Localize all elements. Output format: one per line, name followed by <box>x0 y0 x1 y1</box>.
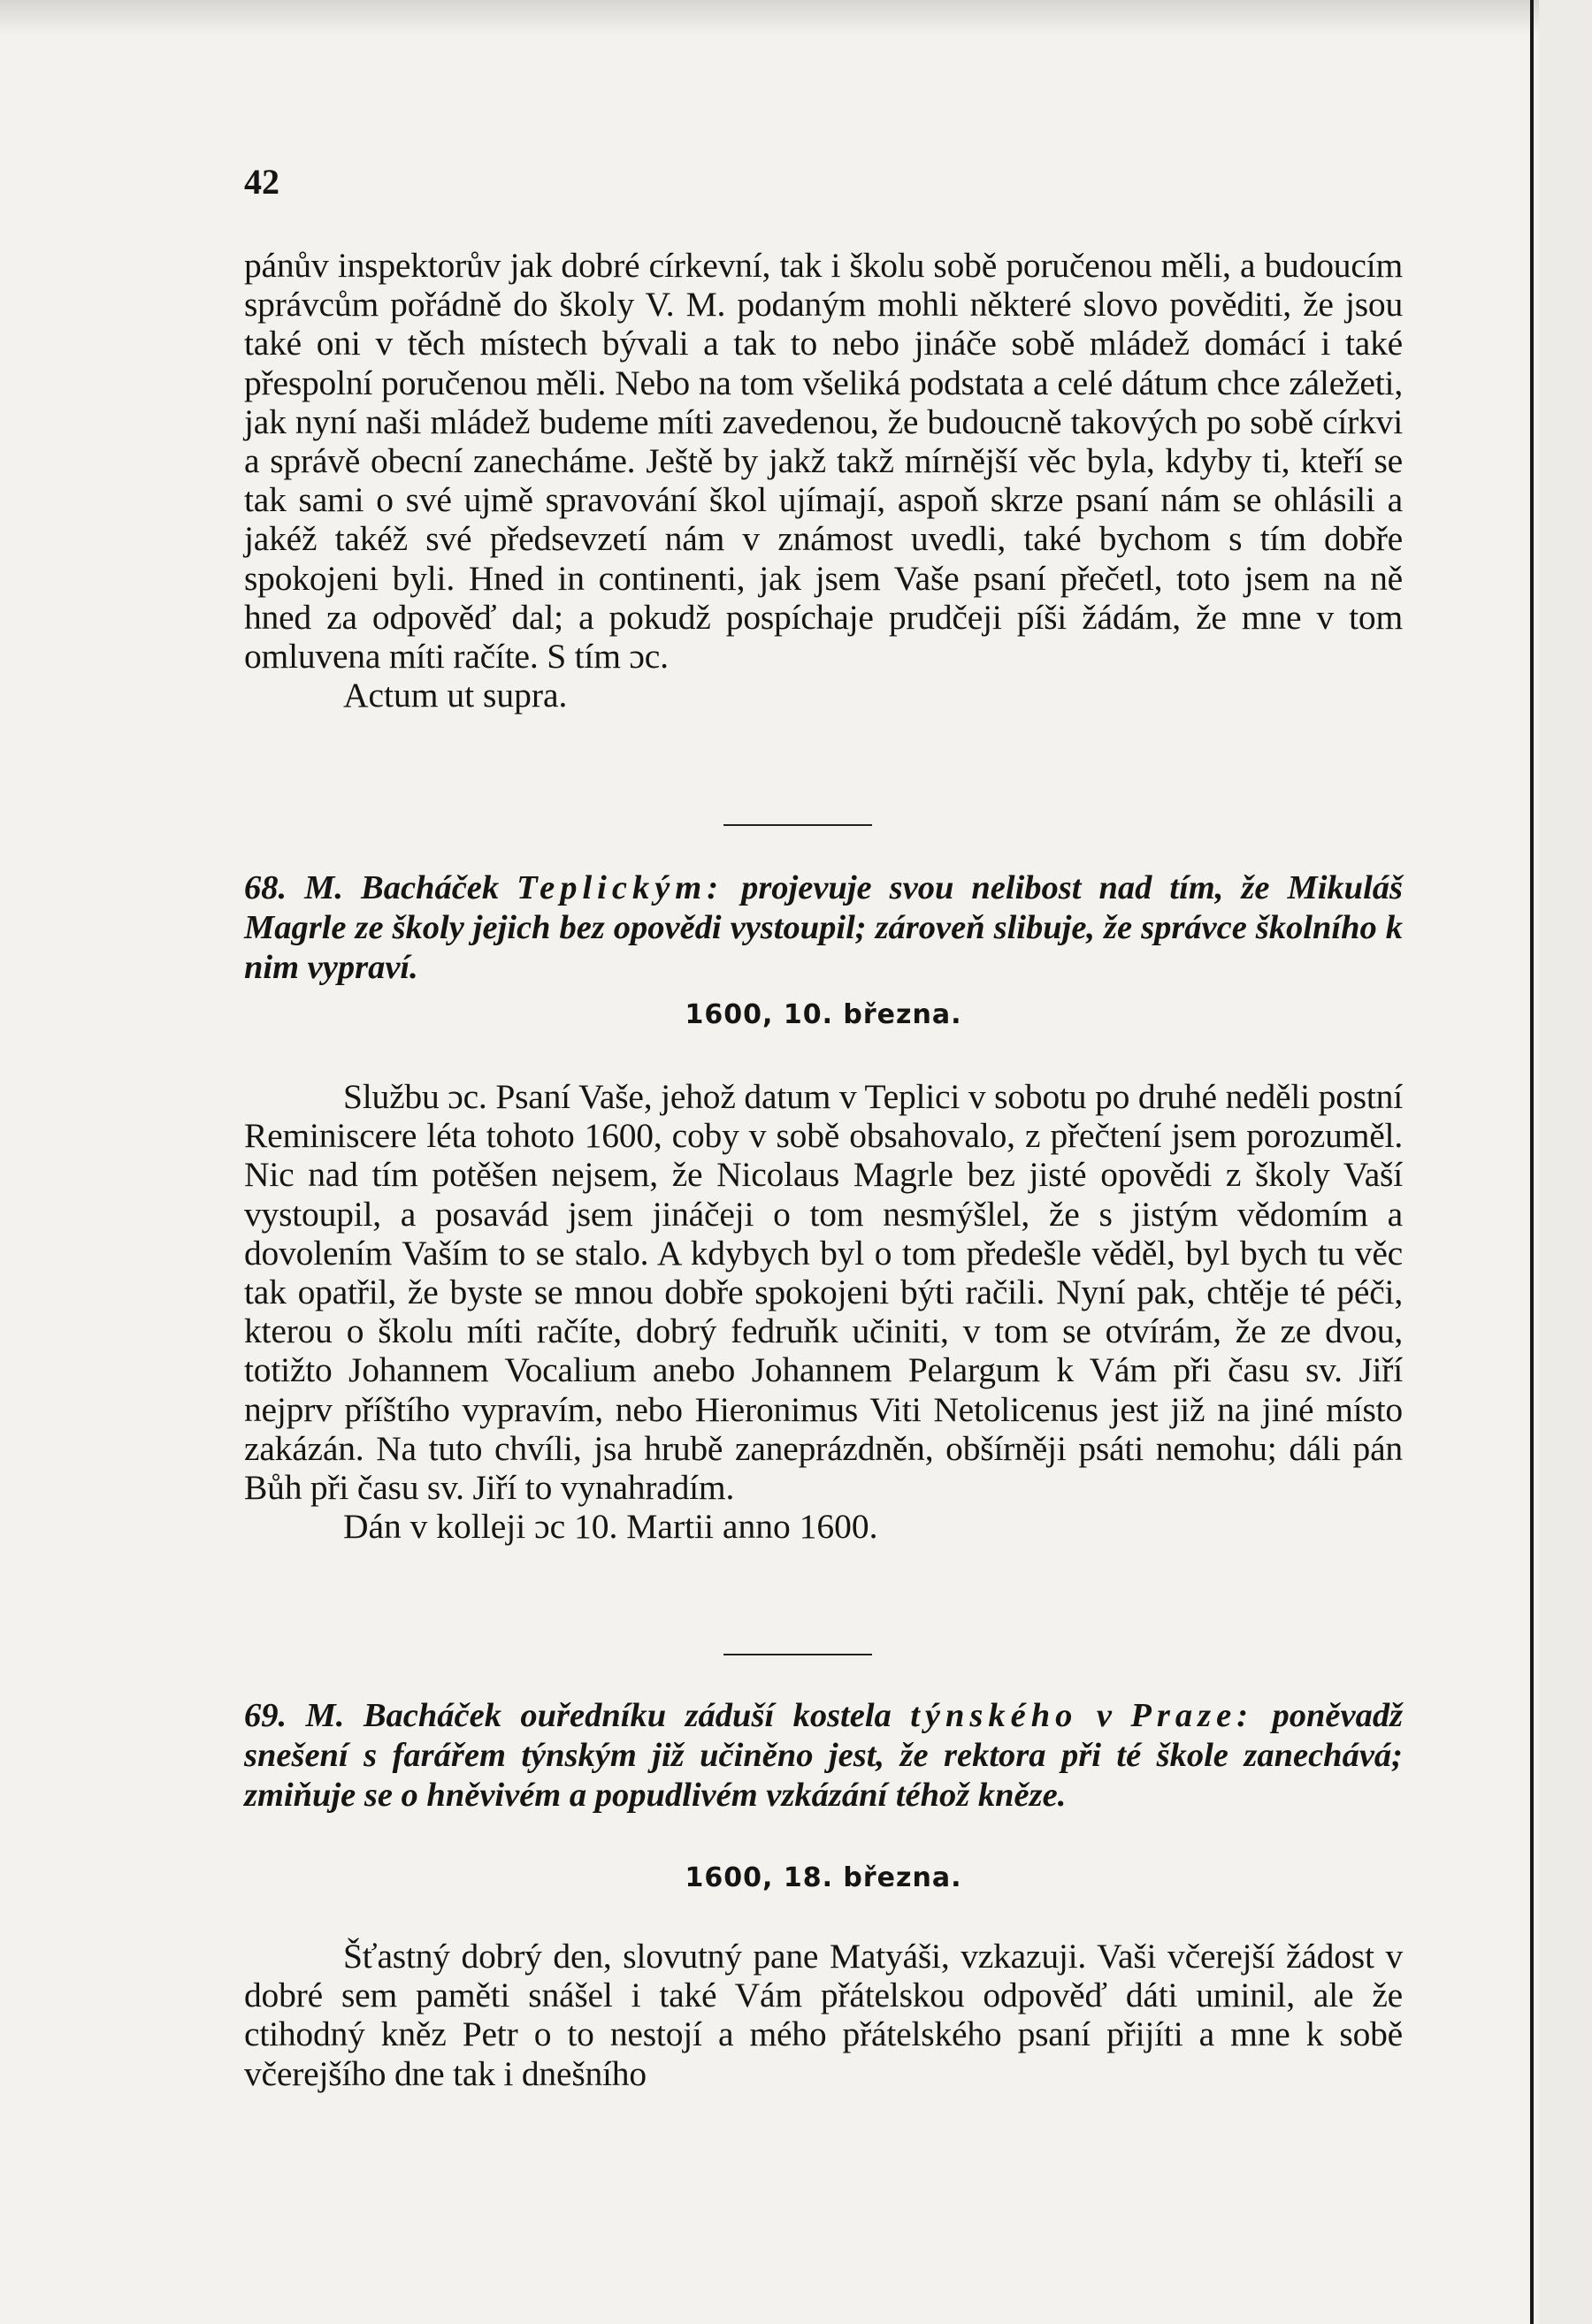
letter-69-number-author: 69. M. Bacháček <box>244 1697 501 1734</box>
opening-closing: Actum ut supra. <box>343 676 568 715</box>
letter-68-section <box>244 1077 1403 1546</box>
section-divider <box>723 1654 872 1655</box>
letter-69-addressee-spaced-2: Praze: <box>1130 1697 1254 1734</box>
section-divider <box>723 824 872 826</box>
page-number: 42 <box>244 162 279 202</box>
letter-68-date: 1600, 10. března. <box>685 999 962 1030</box>
letter-68-addressee: Teplickým: <box>517 869 724 906</box>
letter-69-addressee-mid: v <box>1096 1697 1112 1734</box>
letter-68-summary: projevuje svou nelibost nad tím, že Mikuláš Magrle ze školy jejich bez opovědi vystoupil; zároveň slibuje, že správce školního k nim vypraví. <box>244 869 1403 986</box>
opening-paragraph: pánův inspektorův jak dobré církevní, tak i školu sobě poručenou měli, a budoucím správcům pořádně do školy V. M. podaným mohli některé slovo pověditi, že jsou také oni v těch místech bývali a tak to nebo jináče sobě mládež domácí i také přespolní poručenou měli. Nebo na tom všeliká podstata a celé dátum chce záležeti, jak nyní naši mládež budeme míti zavedenou, že budoucně takových po sobě církvi a správě obecní zanecháme. Ještě by jakž takž mírnější věc byla, kdyby ti, kteří se tak sami o své ujmě spravování škol ujímají, aspoň skrze psaní nám se ohlásili a jakéž takéž své předsevzetí nám v známost uvedli, také bychom s tím dobře spokojeni byli. Hned in continenti, jak jsem Vaše psaní přečetl, toto jsem na ně hned za odpověď dal; a pokudž pospíchaje prudčeji píši žádám, že mne v tom omluvena míti račíte. S tím ɔc. <box>244 246 1403 677</box>
letter-69-addressee-spaced-1: týnského <box>910 1697 1078 1734</box>
letter-69-date: 1600, 18. března. <box>685 1862 962 1893</box>
letter-69-summary: poněvadž snešení s farářem týnským již učiněno jest, že rektora při té škole zanechává; zmiňuje se o hněvivém a popudlivém vzkázání téhož kněze. <box>244 1697 1404 1814</box>
letter-69-body: Šťastný dobrý den, slovutný pane Matyáši, vzkazuji. Vaši včerejší žádost v dobré sem paměti snášel i také Vám přátelskou odpověď dáti uminil, ale že ctihodný kněz Petr o to nestojí a mého přátelského psaní přijíti a mne k sobě včerejšího dne tak i dnešního <box>244 1937 1403 2093</box>
letter-69-section <box>244 1937 1403 2093</box>
letter-69-addressee-pre: ouředníku záduší kostela <box>520 1697 892 1734</box>
letter-68-closing: Dán v kolleji ɔc 10. Martii anno 1600. <box>343 1507 878 1547</box>
letter-68-number-author: 68. M. Bacháček <box>244 869 500 906</box>
opening-section <box>244 246 1403 715</box>
letter-68-body: Službu ɔc. Psaní Vaše, jehož datum v Teplici v sobotu po druhé neděli postní Reminiscere léta tohoto 1600, coby v sobě obsahovalo, z přečtení jsem porozuměl. Nic nad tím potěšen nejsem, že Nicolaus Magrle bez jisté opovědi z školy Vaší vystoupil, a posavád jsem jináčeji o tom nesmýšlel, že s jistým vědomím a dovolením Vaším to se stalo. A kdybych byl o tom předešle věděl, byl bych tu věc tak opatřil, že byste se mnou dobře spokojeni býti račili. Nyní pak, chtěje té péči, kterou o školu míti račíte, dobrý fedruňk učiniti, v tom se otvírám, že ze dvou, totižto Johannem Vocalium anebo Johannem Pelargum k Vám při času sv. Jiří nejprv příštího vypravím, nebo Hieronimus Viti Netolicenus jest již na jiné místo zakázán. Na tuto chvíli, jsa hrubě zaneprázdněn, obšírněji psáti nemohu; dáli pán Bůh při času sv. Jiří to vynahradím. <box>244 1077 1403 1508</box>
letter-69-heading <box>244 1696 1403 1816</box>
letter-68-heading <box>244 868 1403 988</box>
